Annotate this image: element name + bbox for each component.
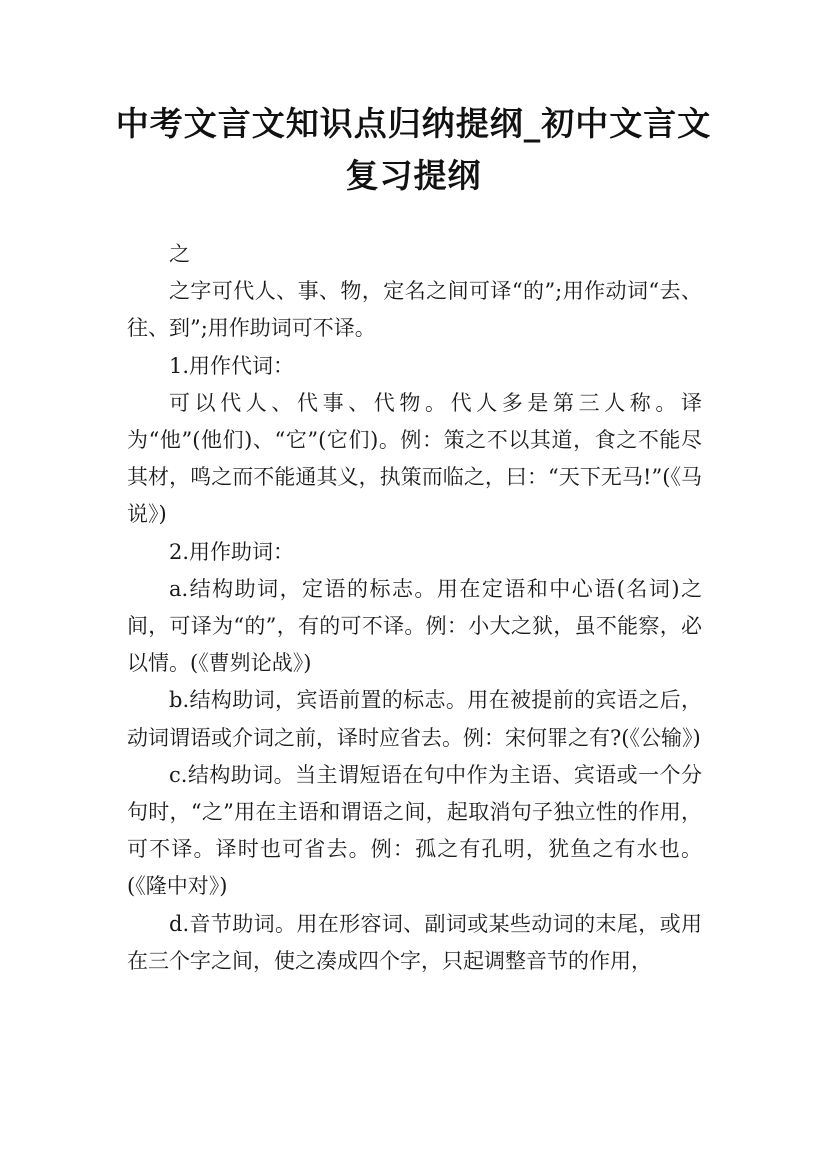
paragraph-section-2-heading: 2.用作助词： xyxy=(169,539,295,564)
paragraph-pronoun-usage: 可以代人、代事、代物。代人多是第三人称。译为“他”(他们)、“它”(它们)。例：策之不以其道，食之不能尽其材，鸣之而不能通其义，执策而临之，曰：“天下无马!”(《马说》) xyxy=(127,390,702,527)
paragraph-usage-d: d.音节助词。用在形容词、副词或某些动词的末尾，或用在三个字之间，使之凑成四个字，只起调整音节的作用， xyxy=(127,911,702,973)
paragraph-overview: 之字可代人、事、物，定名之间可译“的”;用作动词“去、往、到”;用作助词可不译。 xyxy=(127,279,702,341)
paragraph-heading-zhi: 之 xyxy=(169,242,190,266)
paragraph-section-1-heading: 1.用作代词： xyxy=(169,353,295,378)
paragraph-usage-c: c.结构助词。当主谓短语在句中作为主语、宾语或一个分句时，“之”用在主语和谓语之间，起取消句子独立性的作用，可不译。译时也可省去。例：孤之有孔明，犹鱼之有水也。(《隆中对》) xyxy=(127,762,702,899)
document-body xyxy=(127,236,702,980)
paragraph-usage-a: a.结构助词，定语的标志。用在定语和中心语(名词)之间，可译为“的”，有的可不译。例：小大之狱，虽不能察，必以情。(《曹刿论战》) xyxy=(127,576,702,676)
paragraph-usage-b: b.结构助词，宾语前置的标志。用在被提前的宾语之后，动词谓语或介词之前，译时应省去。例：宋何罪之有?(《公输》) xyxy=(127,688,702,750)
document-title: 中考文言文知识点归纳提纲_初中文言文复习提纲 xyxy=(115,104,712,195)
